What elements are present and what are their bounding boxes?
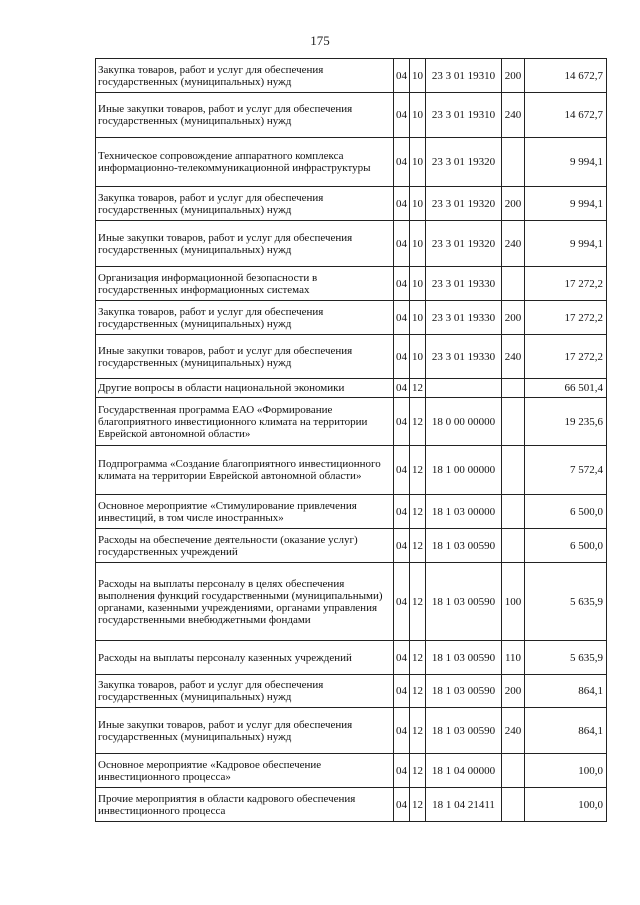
row-section: 04 [394, 379, 410, 398]
row-expense-type: 200 [502, 675, 525, 708]
row-name: Основное мероприятие «Кадровое обеспечение инвестиционного процесса» [96, 754, 394, 788]
row-subsection: 12 [410, 529, 426, 563]
table-row [96, 563, 607, 641]
row-name: Иные закупки товаров, работ и услуг для обеспечения государственных (муниципальных) нужд [96, 335, 394, 379]
row-name: Расходы на обеспечение деятельности (оказание услуг) государственных учреждений [96, 529, 394, 563]
row-subsection: 12 [410, 788, 426, 822]
row-name: Закупка товаров, работ и услуг для обеспечения государственных (муниципальных) нужд [96, 59, 394, 93]
table-row [96, 641, 607, 675]
row-section: 04 [394, 93, 410, 138]
row-expense-type: 200 [502, 187, 525, 221]
table-row [96, 221, 607, 267]
row-expense-type: 200 [502, 301, 525, 335]
row-expense-type: 200 [502, 59, 525, 93]
row-subsection: 10 [410, 59, 426, 93]
row-target-article: 23 3 01 19330 [426, 301, 502, 335]
row-amount: 100,0 [525, 788, 607, 822]
row-subsection: 10 [410, 301, 426, 335]
table-row [96, 754, 607, 788]
row-expense-type [502, 138, 525, 187]
table-row [96, 301, 607, 335]
row-subsection: 12 [410, 379, 426, 398]
row-expense-type: 100 [502, 563, 525, 641]
row-subsection: 12 [410, 754, 426, 788]
row-subsection: 10 [410, 267, 426, 301]
row-amount: 19 235,6 [525, 398, 607, 446]
table-row [96, 335, 607, 379]
row-name: Другие вопросы в области национальной экономики [96, 379, 394, 398]
row-amount: 14 672,7 [525, 59, 607, 93]
row-amount: 17 272,2 [525, 335, 607, 379]
row-name: Расходы на выплаты персоналу казенных учреждений [96, 641, 394, 675]
row-expense-type: 110 [502, 641, 525, 675]
row-name: Иные закупки товаров, работ и услуг для обеспечения государственных (муниципальных) нужд [96, 93, 394, 138]
row-amount: 9 994,1 [525, 187, 607, 221]
page-number: 175 [310, 33, 330, 48]
row-name: Расходы на выплаты персоналу в целях обеспечения выполнения функций государственными (муниципальными) органами, казенными учреждениями, органами управления государственными внебюджетными фондами [96, 563, 394, 641]
row-name: Закупка товаров, работ и услуг для обеспечения государственных (муниципальных) нужд [96, 301, 394, 335]
row-target-article: 18 1 03 00590 [426, 563, 502, 641]
row-section: 04 [394, 138, 410, 187]
row-subsection: 12 [410, 398, 426, 446]
row-name: Подпрограмма «Создание благоприятного инвестиционного климата на территории Еврейской автономной области» [96, 446, 394, 495]
table-row [96, 93, 607, 138]
row-target-article: 18 1 03 00590 [426, 675, 502, 708]
table-row [96, 267, 607, 301]
row-target-article: 23 3 01 19330 [426, 267, 502, 301]
row-name: Иные закупки товаров, работ и услуг для обеспечения государственных (муниципальных) нужд [96, 708, 394, 754]
row-expense-type: 240 [502, 93, 525, 138]
row-subsection: 12 [410, 641, 426, 675]
table-row [96, 675, 607, 708]
row-target-article: 18 1 03 00590 [426, 641, 502, 675]
row-expense-type: 240 [502, 708, 525, 754]
row-section: 04 [394, 59, 410, 93]
table-row [96, 379, 607, 398]
row-amount: 66 501,4 [525, 379, 607, 398]
row-amount: 9 994,1 [525, 221, 607, 267]
row-expense-type [502, 379, 525, 398]
row-subsection: 12 [410, 495, 426, 529]
row-section: 04 [394, 754, 410, 788]
row-section: 04 [394, 563, 410, 641]
row-section: 04 [394, 221, 410, 267]
row-amount: 6 500,0 [525, 495, 607, 529]
table-row [96, 446, 607, 495]
row-subsection: 12 [410, 563, 426, 641]
row-name: Закупка товаров, работ и услуг для обеспечения государственных (муниципальных) нужд [96, 675, 394, 708]
row-amount: 864,1 [525, 708, 607, 754]
row-name: Организация информационной безопасности в государственных информационных системах [96, 267, 394, 301]
table-row [96, 788, 607, 822]
row-section: 04 [394, 267, 410, 301]
row-target-article: 18 1 03 00590 [426, 529, 502, 563]
row-section: 04 [394, 708, 410, 754]
table-row [96, 59, 607, 93]
row-section: 04 [394, 495, 410, 529]
row-subsection: 10 [410, 187, 426, 221]
row-subsection: 10 [410, 221, 426, 267]
row-expense-type [502, 267, 525, 301]
row-name: Государственная программа ЕАО «Формирование благоприятного инвестиционного климата на территории Еврейской автономной области» [96, 398, 394, 446]
row-subsection: 10 [410, 93, 426, 138]
row-amount: 6 500,0 [525, 529, 607, 563]
table-row [96, 708, 607, 754]
row-target-article: 23 3 01 19320 [426, 221, 502, 267]
row-amount: 9 994,1 [525, 138, 607, 187]
row-target-article: 18 1 00 00000 [426, 446, 502, 495]
row-amount: 864,1 [525, 675, 607, 708]
row-amount: 14 672,7 [525, 93, 607, 138]
row-target-article: 23 3 01 19320 [426, 138, 502, 187]
table-row [96, 495, 607, 529]
row-section: 04 [394, 187, 410, 221]
row-target-article: 23 3 01 19320 [426, 187, 502, 221]
row-amount: 5 635,9 [525, 641, 607, 675]
row-section: 04 [394, 788, 410, 822]
row-amount: 100,0 [525, 754, 607, 788]
table-row [96, 529, 607, 563]
row-section: 04 [394, 675, 410, 708]
row-expense-type [502, 788, 525, 822]
row-target-article: 23 3 01 19310 [426, 93, 502, 138]
row-target-article: 18 1 04 00000 [426, 754, 502, 788]
row-section: 04 [394, 446, 410, 495]
row-target-article [426, 379, 502, 398]
row-target-article: 18 0 00 00000 [426, 398, 502, 446]
row-section: 04 [394, 641, 410, 675]
row-subsection: 10 [410, 335, 426, 379]
table-row [96, 187, 607, 221]
row-name: Техническое сопровождение аппаратного комплекса информационно-телекоммуникационной инфраструктуры [96, 138, 394, 187]
row-name: Иные закупки товаров, работ и услуг для обеспечения государственных (муниципальных) нужд [96, 221, 394, 267]
row-section: 04 [394, 529, 410, 563]
row-subsection: 12 [410, 446, 426, 495]
row-amount: 7 572,4 [525, 446, 607, 495]
row-name: Прочие мероприятия в области кадрового обеспечения инвестиционного процесса [96, 788, 394, 822]
table-row [96, 398, 607, 446]
row-expense-type [502, 529, 525, 563]
row-amount: 17 272,2 [525, 301, 607, 335]
row-target-article: 18 1 04 21411 [426, 788, 502, 822]
row-section: 04 [394, 398, 410, 446]
row-name: Основное мероприятие «Стимулирование привлечения инвестиций, в том числе иностранных» [96, 495, 394, 529]
row-name: Закупка товаров, работ и услуг для обеспечения государственных (муниципальных) нужд [96, 187, 394, 221]
budget-table [95, 58, 607, 822]
row-subsection: 12 [410, 708, 426, 754]
row-expense-type: 240 [502, 335, 525, 379]
row-amount: 17 272,2 [525, 267, 607, 301]
row-target-article: 23 3 01 19310 [426, 59, 502, 93]
row-target-article: 23 3 01 19330 [426, 335, 502, 379]
row-expense-type [502, 495, 525, 529]
row-expense-type: 240 [502, 221, 525, 267]
row-amount: 5 635,9 [525, 563, 607, 641]
row-expense-type [502, 446, 525, 495]
row-expense-type [502, 754, 525, 788]
row-section: 04 [394, 301, 410, 335]
row-subsection: 12 [410, 675, 426, 708]
table-row [96, 138, 607, 187]
row-subsection: 10 [410, 138, 426, 187]
row-expense-type [502, 398, 525, 446]
row-section: 04 [394, 335, 410, 379]
row-target-article: 18 1 03 00000 [426, 495, 502, 529]
row-target-article: 18 1 03 00590 [426, 708, 502, 754]
